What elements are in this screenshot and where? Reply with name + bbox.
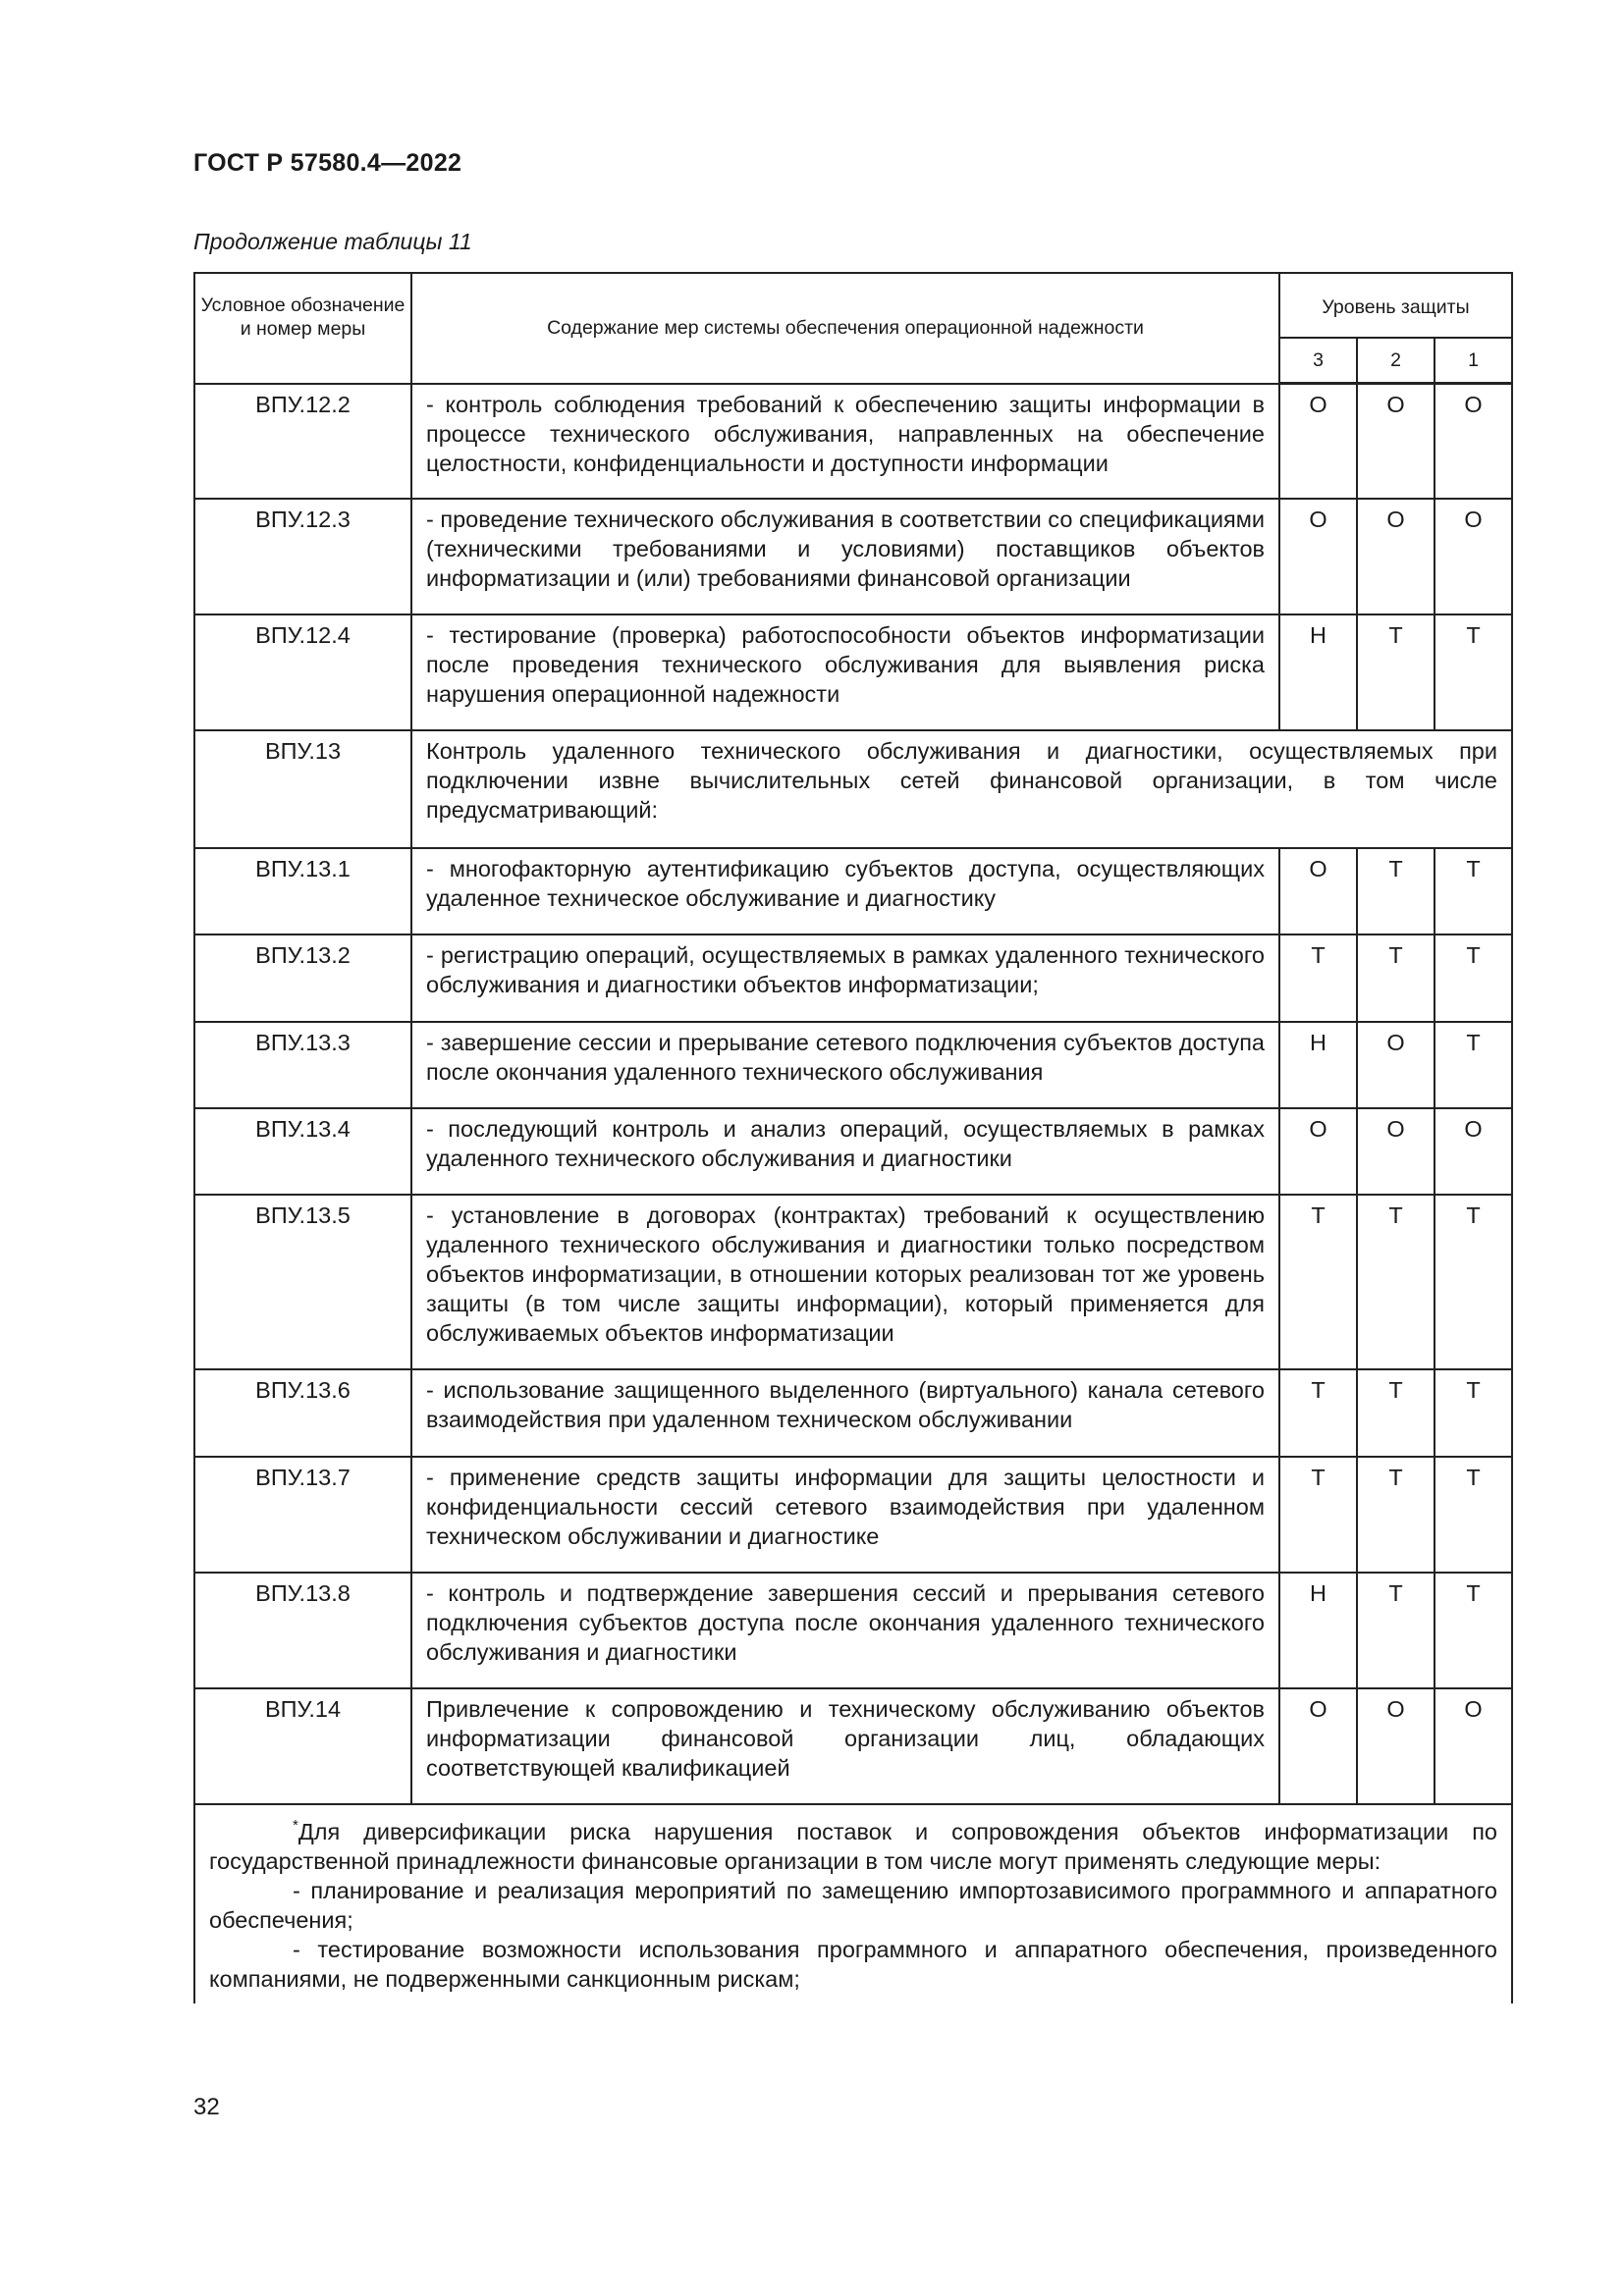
table-row	[194, 614, 1512, 730]
measure-code: ВПУ.13.1	[194, 848, 411, 934]
footnote-row	[194, 1804, 1512, 2003]
measure-code: ВПУ.13.8	[194, 1573, 411, 1688]
level-2-mark: О	[1357, 1022, 1435, 1108]
level-3-mark: Т	[1279, 1457, 1357, 1573]
level-2-mark: О	[1357, 1108, 1435, 1195]
level-1-mark: Т	[1435, 1195, 1512, 1369]
level-3-mark: О	[1279, 1688, 1357, 1804]
table-row	[194, 1195, 1512, 1369]
level-3-mark: Н	[1279, 1022, 1357, 1108]
measure-text: Привлечение к сопровождению и техническому обслуживанию объектов информатизации финансовой организации лиц, обладающих соответствующей квалификацией	[411, 1688, 1279, 1804]
measure-text: - контроль соблюдения требований к обеспечению защиты информации в процессе технического обслуживания, направленных на обеспечение целостности, конфиденциальности и доступности информации	[411, 384, 1279, 499]
measure-text: - использование защищенного выделенного (виртуального) канала сетевого взаимодействия при удаленном техническом обслуживании	[411, 1369, 1279, 1457]
table-row	[194, 1022, 1512, 1108]
measure-code: ВПУ.12.3	[194, 499, 411, 614]
level-1-mark: Т	[1435, 1369, 1512, 1457]
measure-code: ВПУ.13.6	[194, 1369, 411, 1457]
level-3-mark: Н	[1279, 614, 1357, 730]
level-1-mark: Т	[1435, 1573, 1512, 1688]
table-caption: Продолжение таблицы 11	[193, 229, 472, 254]
measure-text: - завершение сессии и прерывание сетевого подключения субъектов доступа после окончания удаленного технического обслуживания	[411, 1022, 1279, 1108]
footnote-item: - тестирование возможности использования программного и аппаратного обеспечения, произведенного компаниями, не подверженными санкционным рискам;	[209, 1936, 1497, 1992]
level-3-mark: Т	[1279, 1195, 1357, 1369]
measure-text: - последующий контроль и анализ операций, осуществляемых в рамках удаленного технического обслуживания и диагностики	[411, 1108, 1279, 1195]
level-2-mark: О	[1357, 384, 1435, 499]
level-3-mark: О	[1279, 384, 1357, 499]
measures-table	[193, 272, 1513, 2003]
level-2-mark: О	[1357, 1688, 1435, 1804]
measure-code: ВПУ.14	[194, 1688, 411, 1804]
table-row	[194, 499, 1512, 614]
level-3-mark: Т	[1279, 934, 1357, 1022]
level-1-mark: О	[1435, 1108, 1512, 1195]
table-row	[194, 730, 1512, 848]
footnote	[194, 1804, 1512, 2003]
header-protection-level: Уровень защиты	[1279, 273, 1512, 338]
measure-text: - тестирование (проверка) работоспособности объектов информатизации после проведения технического обслуживания для выявления риска нарушения операционной надежности	[411, 614, 1279, 730]
level-3-mark: Т	[1279, 1369, 1357, 1457]
table-row	[194, 1457, 1512, 1573]
level-1-mark: Т	[1435, 934, 1512, 1022]
table-row	[194, 848, 1512, 934]
level-1-mark: Т	[1435, 1457, 1512, 1573]
measure-text: - применение средств защиты информации для защиты целостности и конфиденциальности сессий сетевого взаимодействия при удаленном техническом обслуживании и диагностике	[411, 1457, 1279, 1573]
measure-code: ВПУ.13.7	[194, 1457, 411, 1573]
level-1-mark: О	[1435, 384, 1512, 499]
header-level-1: 1	[1435, 338, 1512, 384]
level-1-mark: Т	[1435, 848, 1512, 934]
header-code: Условное обозначение и номер меры	[194, 273, 411, 384]
header-content: Содержание мер системы обеспечения операционной надежности	[411, 273, 1279, 384]
level-2-mark: Т	[1357, 934, 1435, 1022]
measure-code: ВПУ.13.4	[194, 1108, 411, 1195]
level-2-mark: Т	[1357, 1573, 1435, 1688]
level-1-mark: Т	[1435, 1022, 1512, 1108]
header-level-3: 3	[1279, 338, 1357, 384]
level-2-mark: Т	[1357, 614, 1435, 730]
level-2-mark: Т	[1357, 1457, 1435, 1573]
measure-text: - проведение технического обслуживания в соответствии со спецификациями (техническими требованиями и условиями) поставщиков объектов информатизации и (или) требованиями финансовой организации	[411, 499, 1279, 614]
table-row	[194, 1108, 1512, 1195]
measure-code: ВПУ.13	[194, 730, 411, 848]
page-number: 32	[193, 2094, 220, 2120]
level-2-mark: Т	[1357, 848, 1435, 934]
measure-code: ВПУ.12.2	[194, 384, 411, 499]
footnote-intro: Для диверсификации риска нарушения поставок и сопровождения объектов информатизации по государственной принадлежности финансовые организации в том числе могут применять следующие меры:	[209, 1818, 1497, 1874]
level-3-mark: О	[1279, 1108, 1357, 1195]
table-row	[194, 384, 1512, 499]
level-1-mark: О	[1435, 499, 1512, 614]
measure-code: ВПУ.12.4	[194, 614, 411, 730]
level-2-mark: Т	[1357, 1369, 1435, 1457]
level-2-mark: О	[1357, 499, 1435, 614]
measure-code: ВПУ.13.2	[194, 934, 411, 1022]
header-level-2: 2	[1357, 338, 1435, 384]
measure-text: - регистрацию операций, осуществляемых в рамках удаленного технического обслуживания и диагностики объектов информатизации;	[411, 934, 1279, 1022]
document-code: ГОСТ Р 57580.4—2022	[193, 149, 462, 177]
footnote-paragraph	[209, 1817, 1497, 1876]
measure-code: ВПУ.13.3	[194, 1022, 411, 1108]
level-2-mark: Т	[1357, 1195, 1435, 1369]
measure-text: - установление в договорах (контрактах) требований к осуществлению удаленного технического обслуживания и диагностики только посредством объектов информатизации, в отношении которых реализован тот же уровень защиты (в том числе защиты информации), который применяется для обслуживаемых объектов информатизации	[411, 1195, 1279, 1369]
table-row	[194, 1369, 1512, 1457]
measure-code: ВПУ.13.5	[194, 1195, 411, 1369]
level-1-mark: О	[1435, 1688, 1512, 1804]
measure-group-text: Контроль удаленного технического обслуживания и диагностики, осуществляемых при подключении извне вычислительных сетей финансовой организации, в том числе предусматривающий:	[411, 730, 1512, 848]
footnote-marker: *	[293, 1816, 298, 1834]
measure-text: - многофакторную аутентификацию субъектов доступа, осуществляющих удаленное техническое обслуживание и диагностику	[411, 848, 1279, 934]
level-3-mark: О	[1279, 499, 1357, 614]
level-1-mark: Т	[1435, 614, 1512, 730]
footnote-item: - планирование и реализация мероприятий по замещению импортозависимого программного и аппаратного обеспечения;	[209, 1877, 1497, 1933]
level-3-mark: О	[1279, 848, 1357, 934]
level-3-mark: Н	[1279, 1573, 1357, 1688]
table-row	[194, 1688, 1512, 1804]
table-row	[194, 934, 1512, 1022]
table-row	[194, 1573, 1512, 1688]
measure-text: - контроль и подтверждение завершения сессий и прерывания сетевого подключения субъектов доступа после окончания удаленного технического обслуживания и диагностики	[411, 1573, 1279, 1688]
